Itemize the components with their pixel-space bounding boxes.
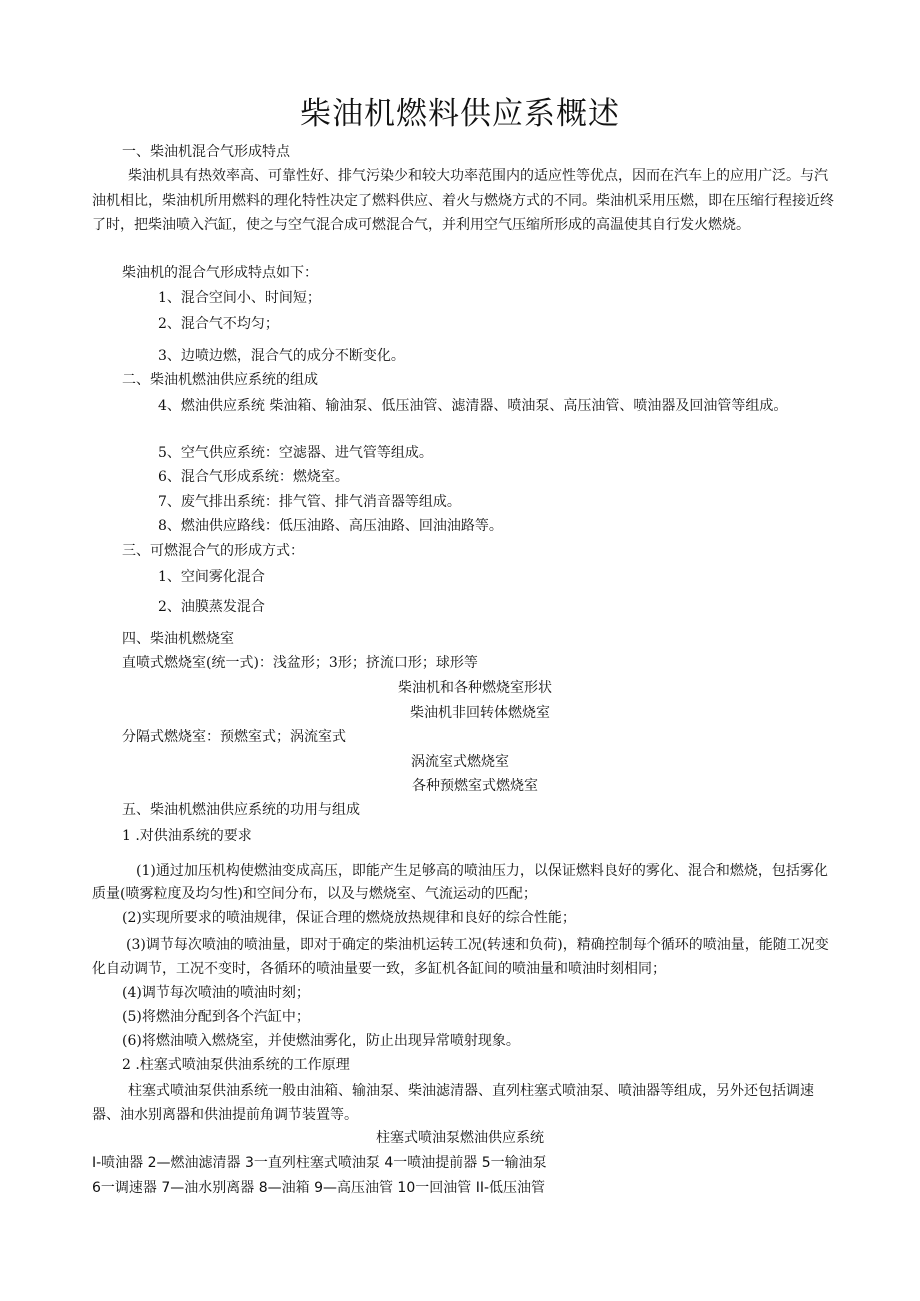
list-item: 6、混合气形成系统：燃烧室。 — [158, 469, 349, 485]
section-5-heading: 五、柴油机燃油供应系统的功用与组成 — [122, 802, 360, 818]
direct-injection-line: 直喷式燃烧室(统一式)：浅盆形；3形；挤流口形；球形等 — [122, 655, 478, 671]
section-5-paragraph: 柱塞式喷油泵供油系统一般由油箱、输油泵、柴油滤清器、直列柱塞式喷油泵、喷油器等组成，另外还包括调速器、油水别离器和供油提前角调节装置等。 — [92, 1083, 814, 1123]
figure-caption: 柱塞式喷油泵燃油供应系统 — [376, 1130, 544, 1146]
figure-caption: 涡流室式燃烧室 — [411, 754, 509, 770]
list-item: 8、燃油供应路线：低压油路、高压油路、回油油路等。 — [158, 518, 503, 534]
list-item: 2、油膜蒸发混合 — [158, 599, 265, 615]
figure-caption: 各种预燃室式燃烧室 — [412, 778, 538, 794]
page-title: 柴油机燃料供应系概述 — [300, 96, 620, 132]
section-3-heading: 三、可燃混合气的形成方式： — [122, 543, 304, 559]
section-1-heading: 一、柴油机混合气形成特点 — [122, 144, 290, 160]
list-item: 1、空间雾化混合 — [158, 569, 265, 585]
requirement-item: (4)调节每次喷油的喷油时刻； — [122, 985, 310, 1001]
divided-chamber-line: 分隔式燃烧室：预燃室式；涡流室式 — [122, 729, 346, 745]
requirement-item: (6)将燃油喷入燃烧室，并使燃油雾化，防止出现异常喷射现象。 — [122, 1033, 520, 1049]
list-item: 5、空气供应系统：空滤器、进气管等组成。 — [158, 445, 433, 461]
section-4-heading: 四、柴油机燃烧室 — [122, 631, 234, 647]
list-item: 1、混合空间小、时间短； — [158, 290, 321, 306]
requirement-item: (3)调节每次喷油的喷油量，即对于确定的柴油机运转工况(转速和负荷)，精确控制每个循环的喷油量，能随工况变化自动调节，工况不变时，各循环的喷油量要一致，多缸机各缸间的喷油量和喷油时刻相同； — [92, 937, 829, 977]
section-2-heading: 二、柴油机燃油供应系统的组成 — [122, 372, 318, 388]
requirement-item: (1)通过加压机构使燃油变成高压，即能产生足够高的喷油压力，以保证燃料良好的雾化、混合和燃烧，包括雾化质量(喷雾粒度及均匀性)和空间分布，以及与燃烧室、气流运动的匹配； — [92, 863, 828, 902]
figure-legend-line: I-喷油器 2—燃油滤清器 3一直列柱塞式喷油泵 4一喷油提前器 5一输油泵 — [92, 1155, 547, 1171]
subsection-heading: 1 .对供油系统的要求 — [122, 828, 252, 844]
figure-caption: 柴油机非回转体燃烧室 — [410, 705, 550, 721]
list-item: 3、边喷边燃，混合气的成分不断变化。 — [158, 348, 405, 364]
requirement-item: (2)实现所要求的喷油规律，保证合理的燃烧放热规律和良好的综合性能； — [122, 910, 576, 926]
requirement-item: (5)将燃油分配到各个汽缸中； — [122, 1009, 310, 1025]
figure-legend-line: 6一调速器 7—油水别离器 8—油箱 9—高压油管 10一回油管 II-低压油管 — [92, 1180, 546, 1196]
section-1-paragraph: 柴油机具有热效率高、可靠性好、排气污染少和较大功率范围内的适应性等优点，因而在汽车上的应用广泛。与汽油机相比，柴油机所用燃料的理化特性决定了燃料供应、着火与燃烧方式的不同。柴油机采用压燃，即在压缩行程接近终了时，把柴油喷入汽缸，使之与空气混合成可燃混合气，并利用空气压缩所形成的高温使其自行发火燃烧。 — [92, 168, 834, 233]
section-1-intro: 柴油机的混合气形成特点如下： — [122, 265, 318, 281]
figure-caption: 柴油机和各种燃烧室形状 — [398, 680, 552, 696]
list-item: 2、混合气不均匀； — [158, 316, 279, 332]
list-item: 4、燃油供应系统 柴油箱、输油泵、低压油管、滤清器、喷油泵、高压油管、喷油器及回油管等组成。 — [158, 398, 788, 414]
subsection-heading: 2 .柱塞式喷油泵供油系统的工作原理 — [122, 1057, 350, 1073]
list-item: 7、废气排出系统：排气管、排气消音器等组成。 — [158, 494, 461, 510]
